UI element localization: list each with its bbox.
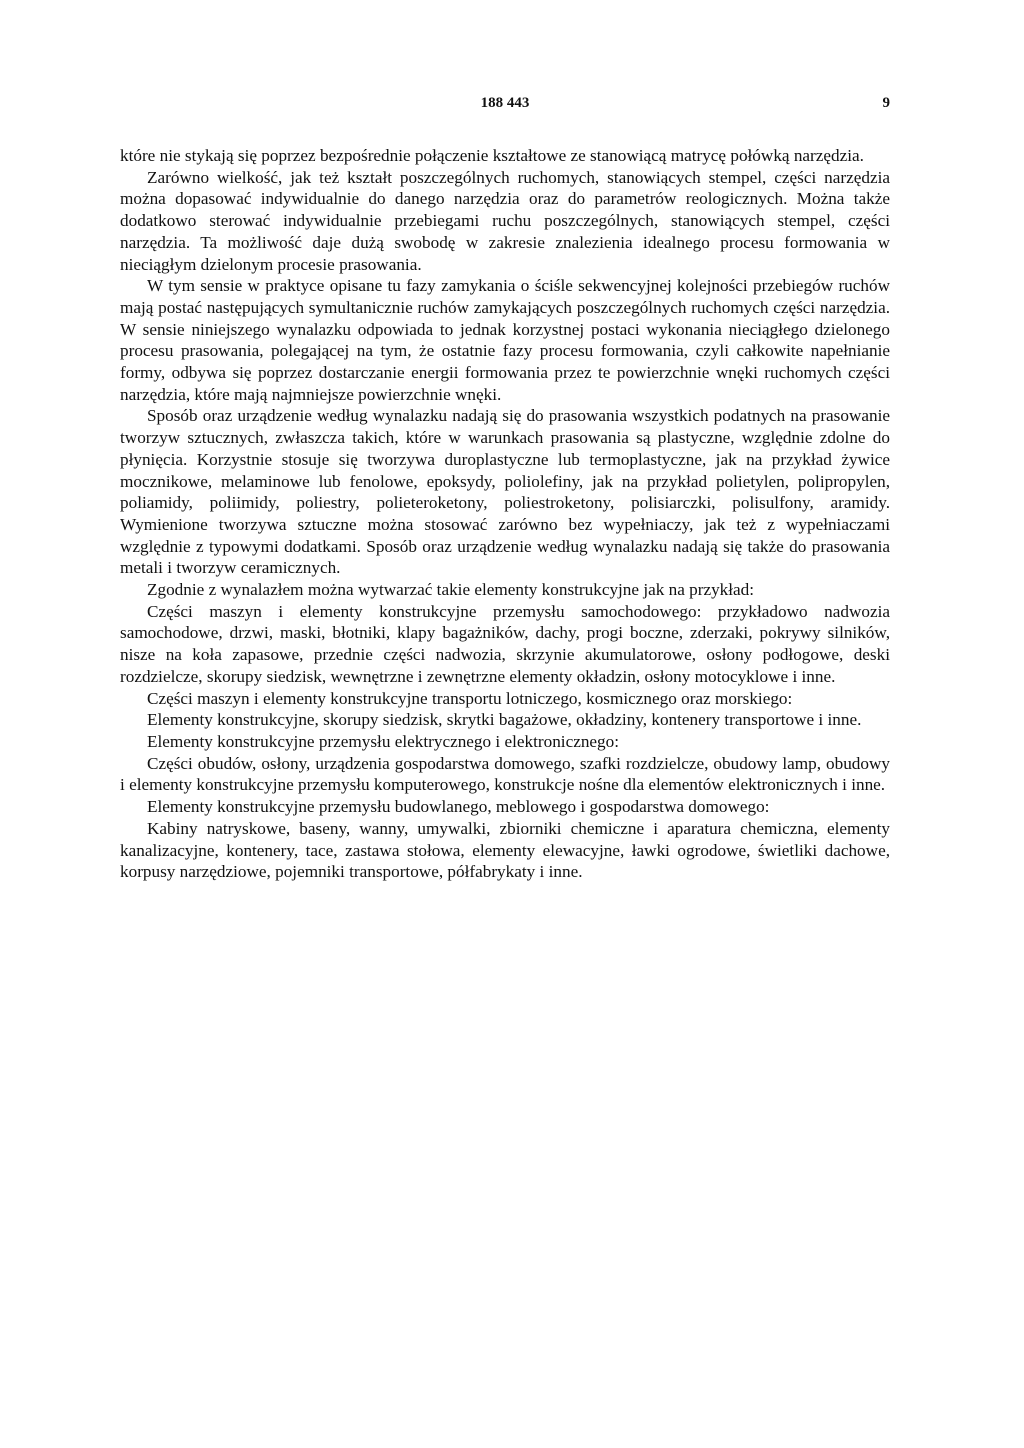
paragraph: Sposób oraz urządzenie według wynalazku nadają się do prasowania wszystkich podatnych na prasowanie tworzyw sztucznych, zwłaszcza takich, które w warunkach prasowania są plastyczne, względnie zdolne do płynięcia. Korzystnie stosuje się tworzywa duroplastyczne lub termoplastyczne, jak na przykład żywice mocznikowe, melaminowe lub fenolowe, epoksydy, poliolefiny, jak na przykład polietylen, polipropylen, poliamidy, poliimidy, poliestry, polieteroketony, poliestroketony, polisiarczki, polisulfony, aramidy. Wymienione tworzywa sztuczne można stosować zarówno bez wypełniaczy, jak też z wypełniaczami względnie z typowymi dodatkami. Sposób oraz urządzenie według wynalazku nadają się także do prasowania metali i tworzyw ceramicznych. (120, 406, 890, 578)
document-body (120, 145, 890, 883)
page-number: 9 (882, 95, 890, 111)
paragraph: Części maszyn i elementy konstrukcyjne transportu lotniczego, kosmicznego oraz morskiego: (147, 688, 793, 708)
paragraph-continuation: które nie stykają się poprzez bezpośrednie połączenie kształtowe ze stanowiącą matrycę połówką narzędzia. (120, 146, 864, 165)
paragraph: Kabiny natryskowe, baseny, wanny, umywalki, zbiorniki chemiczne i aparatura chemiczna, elementy kanalizacyjne, kontenery, tace, zastawa stołowa, elementy elewacyjne, ławki ogrodowe, świetliki dachowe, korpusy narzędziowe, pojemniki transportowe, półfabrykaty i inne. (120, 818, 890, 882)
paragraph: W tym sensie w praktyce opisane tu fazy zamykania o ściśle sekwencyjnej kolejności przebiegów ruchów mają postać następujących symultanicznie ruchów zamykających poszczególnych ruchomych części narzędzia. W sensie niniejszego wynalazku odpowiada to jednak korzystnej postaci wykonania nieciągłego dzielonego procesu prasowania, polegającej na tym, że ostatnie fazy procesu formowania, czyli całkowite napełnianie formy, odbywa się poprzez dostarczanie energii formowania przez te powierzchnie wnęki ruchomych części narzędzia, które mają najmniejsze powierzchnie wnęki. (120, 276, 890, 404)
paragraph: Części obudów, osłony, urządzenia gospodarstwa domowego, szafki rozdzielcze, obudowy lamp, obudowy i elementy konstrukcyjne przemysłu komputerowego, konstrukcje nośne dla elementów elektronicznych i inne. (120, 753, 890, 795)
paragraph: Zgodnie z wynalazłem można wytwarzać takie elementy konstrukcyjne jak na przykład: (147, 580, 755, 600)
patent-number: 188 443 (480, 95, 530, 111)
paragraph: Zarówno wielkość, jak też kształt poszczególnych ruchomych, stanowiących stempel, części narzędzia można dopasować indywidualnie do danego narzędzia oraz do parametrów reologicznych. Można także dodatkowo sterować indywidualnie przebiegami ruchu poszczególnych, stanowiących stempel, części narzędzia. Ta możliwość daje dużą swobodę w zakresie znalezienia idealnego procesu formowania w nieciągłym dzielonym procesie prasowania. (120, 167, 890, 274)
paragraph: Elementy konstrukcyjne przemysłu budowlanego, meblowego i gospodarstwa domowego: (147, 797, 770, 817)
paragraph: Elementy konstrukcyjne przemysłu elektrycznego i elektronicznego: (147, 731, 620, 751)
paragraph: Części maszyn i elementy konstrukcyjne przemysłu samochodowego: przykładowo nadwozia samochodowe, drzwi, maski, błotniki, klapy bagażników, dachy, progi boczne, zderzaki, pokrywy silników, nisze na koła zapasowe, przednie części nadwozia, skrzynie akumulatorowe, osłony podłogowe, deski rozdzielcze, skorupy siedzisk, wewnętrzne i zewnętrzne elementy okładzin, osłony motocyklowe i inne. (120, 601, 890, 686)
page-header (120, 95, 890, 119)
paragraph: Elementy konstrukcyjne, skorupy siedzisk, skrytki bagażowe, okładziny, kontenery transportowe i inne. (147, 710, 862, 730)
